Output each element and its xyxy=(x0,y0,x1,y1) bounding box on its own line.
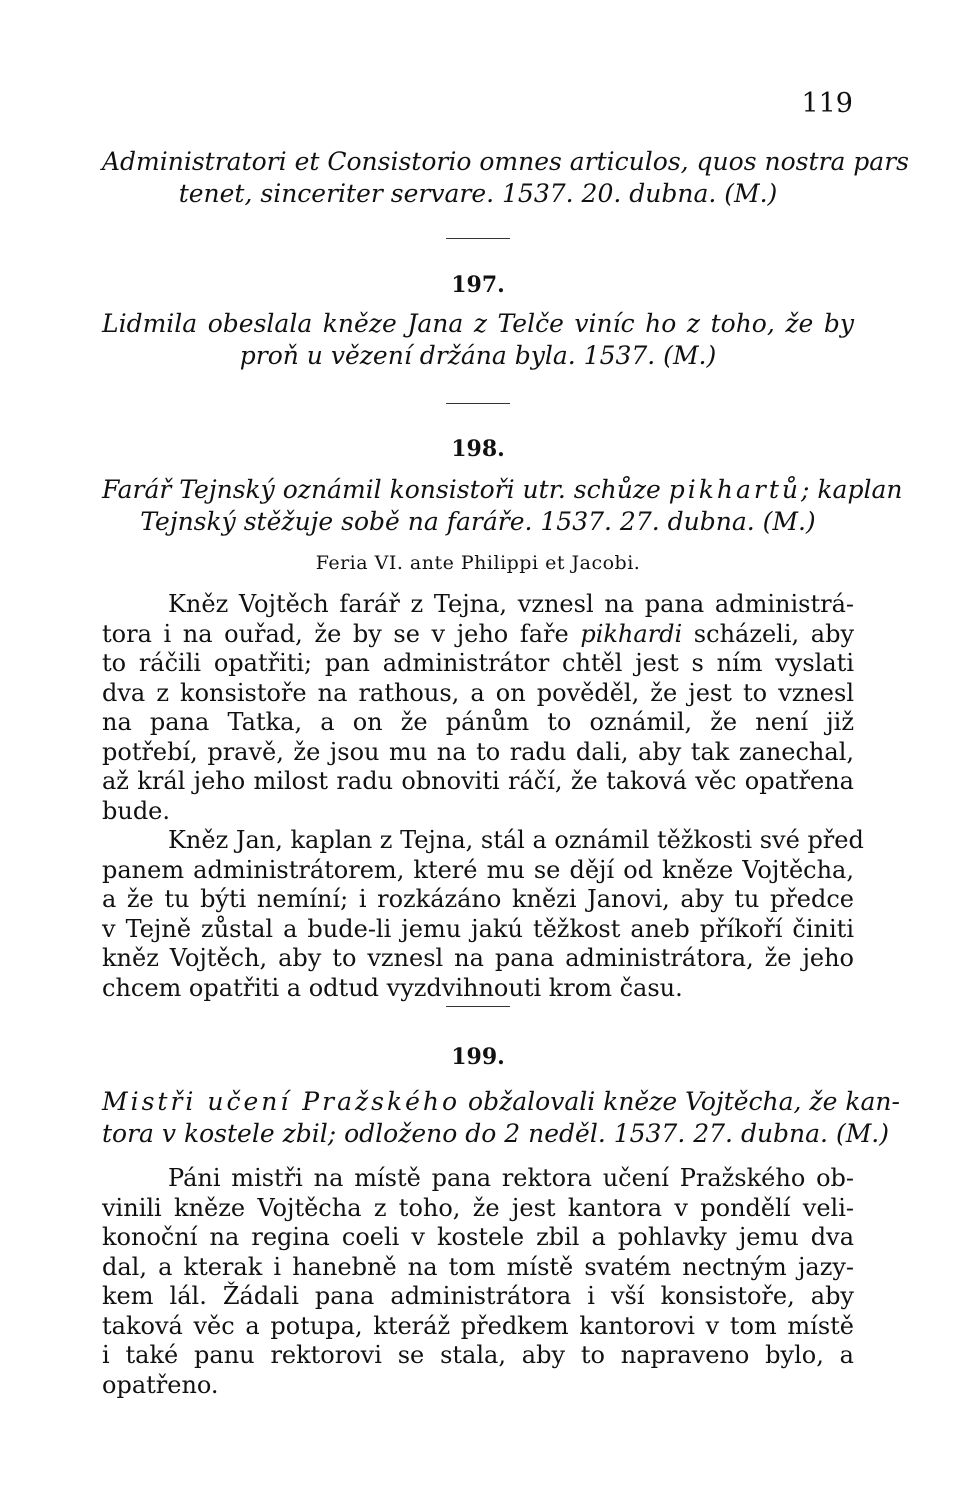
paragraph-line: kem lál. Žádali pana administrátora i vší konsistoře, aby xyxy=(102,1282,854,1310)
paragraph-line: na pana Tatka, a on že pánům to oznámil, že není již xyxy=(102,708,854,736)
heading-line xyxy=(102,1086,900,1118)
paragraph-line: tora i na ouřad, že by se v jeho faře pikhardi scházeli, aby xyxy=(102,619,854,648)
paragraph-line: bude. xyxy=(102,796,171,825)
feria-note: Feria VI. ante Philippi et Jacobi. xyxy=(315,552,641,574)
paragraph-line: Páni mistři na místě pana rektora učení Pražského ob- xyxy=(168,1164,854,1192)
paragraph xyxy=(102,1164,854,1400)
entry-number: 198. xyxy=(451,436,505,462)
intro-line: Administratori et Consistorio omnes articulos, quos nostra pars xyxy=(102,147,909,176)
paragraph-line: to ráčili opatřiti; pan administrátor chtěl jest s ním vyslati xyxy=(102,649,854,677)
heading-spaced-word: Mistři učení Pražského xyxy=(102,1087,461,1116)
entry-number: 197. xyxy=(451,272,505,298)
heading-line: tora v kostele zbil; odloženo do 2 neděl. 1537. 27. dubna. (M.) xyxy=(102,1119,889,1148)
paragraph-line: chcem opatřiti a odtud vyzdvihnouti krom času. xyxy=(102,973,683,1002)
paragraph-line: Kněz Vojtěch farář z Tejna, vznesl na pana administrá- xyxy=(168,590,854,618)
section-divider xyxy=(446,403,510,404)
paragraph-line: a že tu býti nemíní; i rozkázáno knězi Janovi, aby tu předce xyxy=(102,885,854,913)
heading-line: Tejnský stěžuje sobě na faráře. 1537. 27. dubna. (M.) xyxy=(140,507,816,536)
section-divider xyxy=(446,1006,510,1007)
heading-spaced-word: pikhartů xyxy=(668,475,802,504)
paragraph-line: opatřeno. xyxy=(102,1370,219,1399)
intro-line: tenet, sinceriter servare. 1537. 20. dubna. (M.) xyxy=(178,179,778,208)
heading-line: Lidmila obeslala kněze Jana z Telče viníc ho z toho, že by xyxy=(102,309,854,338)
paragraph-line: vinili kněze Vojtěcha z toho, že jest kantora v pondělí veli- xyxy=(102,1193,854,1222)
paragraph-line: konoční na regina coeli v kostele zbil a pohlavky jemu dva xyxy=(102,1223,854,1251)
paragraph-line: kněz Vojtěch, aby to vznesl na pana administrátora, že jeho xyxy=(102,944,854,972)
entry-heading xyxy=(102,474,903,538)
entry-number: 199. xyxy=(451,1044,505,1070)
entry-heading xyxy=(102,1086,900,1150)
heading-line: proň u vězení držána byla. 1537. (M.) xyxy=(239,341,717,370)
heading-text: obžalovali kněze Vojtěcha, že kan- xyxy=(460,1087,900,1116)
paragraph-line: potřebí, pravě, že jsou mu na to radu dali, aby tak zanechal, xyxy=(102,737,854,766)
paragraph-line: Kněz Jan, kaplan z Tejna, stál a oznámil těžkosti své před xyxy=(168,826,864,854)
entry-heading xyxy=(102,308,854,372)
paragraph-line: dva z konsistoře na rathous, a on pověděl, že jest to vznesl xyxy=(102,678,854,707)
paragraph xyxy=(102,826,864,1003)
intro-text xyxy=(102,146,909,210)
paragraph-line: v Tejně zůstal a bude-li jemu jakú těžkost aneb příkoří činiti xyxy=(102,914,854,943)
section-divider xyxy=(446,238,510,239)
heading-text: ; kaplan xyxy=(801,475,903,504)
paragraph-line: až král jeho milost radu obnoviti ráčí, že taková věc opatřena xyxy=(102,767,854,795)
paragraph-line: panem administrátorem, které mu se dějí od kněze Vojtěcha, xyxy=(102,855,854,884)
paragraph-line: i také panu rektorovi se stala, aby to napraveno bylo, a xyxy=(102,1341,854,1369)
paragraph-line: taková věc a potupa, kteráž předkem kantorovi v tom místě xyxy=(102,1311,854,1340)
paragraph-line: dal, a kterak i hanebně na tom místě svatém nectným jazy- xyxy=(102,1252,854,1281)
page-number: 119 xyxy=(801,88,853,119)
heading-text: Farář Tejnský oznámil konsistoři utr. schůze xyxy=(102,475,669,504)
paragraph xyxy=(102,590,854,826)
heading-line xyxy=(102,474,903,506)
